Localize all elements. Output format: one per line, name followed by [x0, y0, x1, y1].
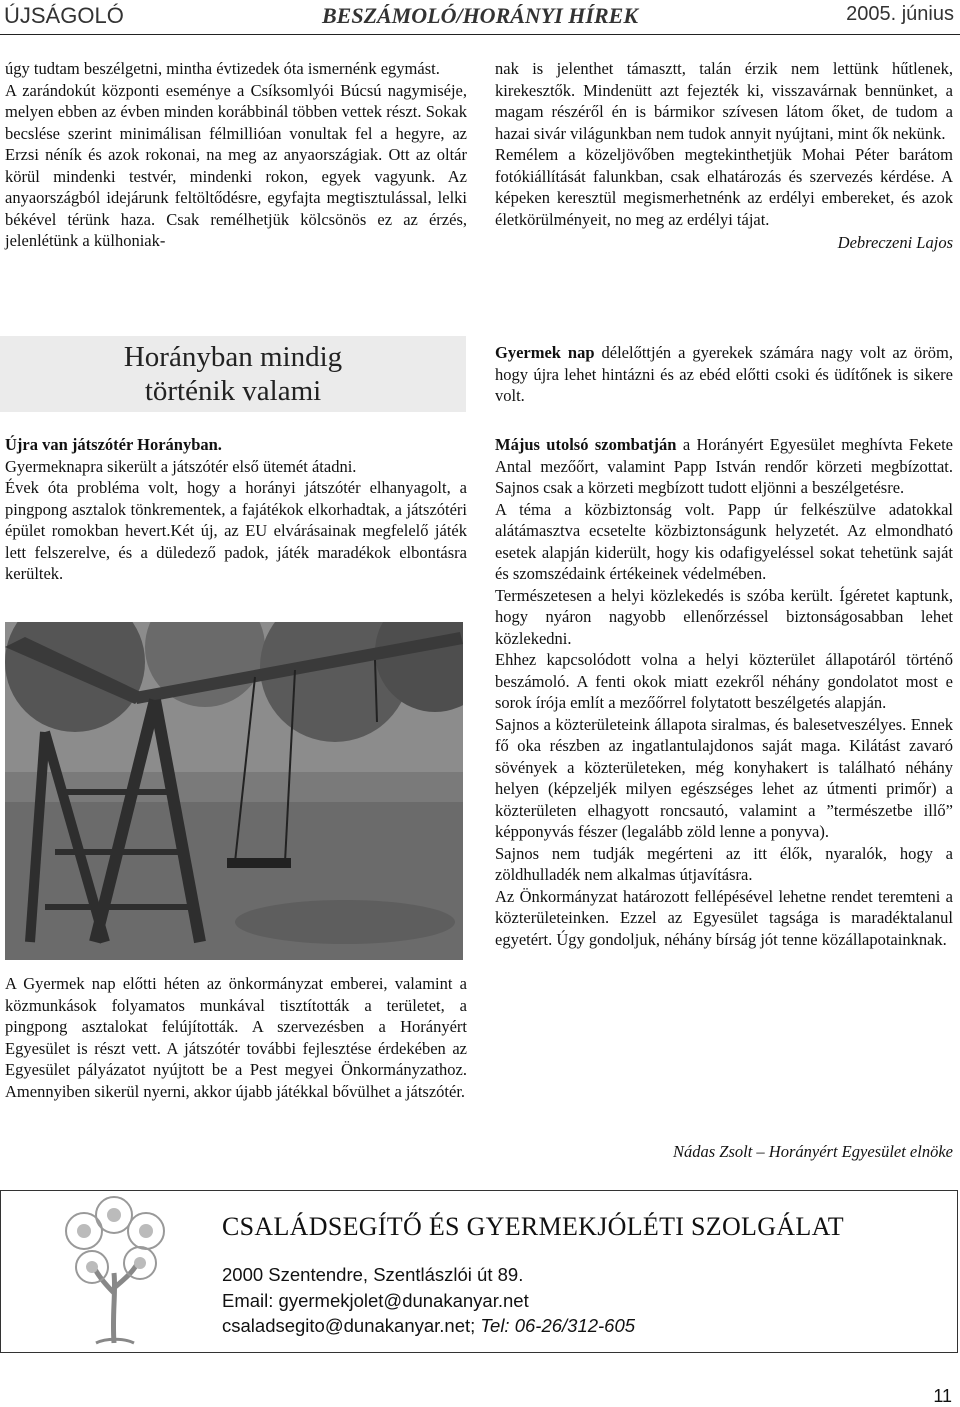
footer-title: CSALÁDSEGÍTŐ ÉS GYERMEKJÓLÉTI SZOLGÁLAT	[222, 1212, 844, 1241]
playground-photo	[5, 622, 463, 960]
footer-email: Email: gyermekjolet@dunakanyar.net	[222, 1290, 529, 1311]
article-title-line2: történik valami	[144, 375, 322, 407]
paragraph: Remélem a közeljövőben megtekinthetjük Mohai Péter barátom fotókiállítását falunkban, csak elhatározás és szervezés kérdése. A képeken keresztül megismerhetnénk az erdélyi embereket, és azok életkörülményeit, no meg az erdélyi tájat.	[495, 145, 953, 229]
paragraph: úgy tudtam beszélgetni, mintha évtizedek óta ismernénk egymást.	[5, 59, 440, 78]
paragraph	[495, 434, 953, 499]
paragraph-text: délelőttjén a gyerekek számára nagy volt az öröm, hogy újra lehet hintázni és az ebéd előtti csoki és üdítőnek is sikere volt.	[495, 343, 953, 405]
footer-contact	[222, 1315, 635, 1337]
footer-address: 2000 Szentendre, Szentlászlói út 89.	[222, 1264, 524, 1285]
article-title-box	[0, 336, 466, 412]
right-column-childrens-day	[495, 342, 953, 407]
publication-name: ÚJSÁGOLÓ	[4, 3, 124, 28]
signature: Debreczeni Lajos	[837, 233, 953, 252]
paragraph: Sajnos nem tudják megérteni az itt élők, nyaralók, hogy a zöldhulladék nem alkalmas útjavításra.	[495, 843, 953, 884]
paragraph: A zarándokút központi eseménye a Csíksomlyói Búcsú nagymiséje, melyen ebben az évben minden korábbinál többen vettek részt. Sokak becslése szerint minimálisan félmillióan vonultak fel a hegyre, az Erzsi néník és azok rokonai, na meg az anyaországiak. Ott az oltár körül mindenki testvér, mindenki rokon, egyek vagyunk. Az anyaországból idejárunk feltöltődésre, egyfajta megtisztulással, lelki békével térünk haza. Csak remélhetjük kölcsönös ez az érzés, jelenlétünk a külhoniak-	[5, 80, 467, 250]
section-title: BESZÁMOLÓ/HORÁNYI HÍREK	[321, 3, 638, 28]
paragraph: Az Önkormányzat határozott fellépésével lehetne rendet teremteni a közterületeinken. Ezzel az Egyesület tagsága is maradéktalanul egyetért. Úgy gondoljuk, néhány bírság jót tenne közállapotainknak.	[495, 886, 953, 949]
article-body-upper	[5, 434, 467, 585]
bold-lead: Május utolsó szombatján	[495, 435, 677, 454]
right-column-meeting	[495, 434, 953, 950]
article-subtitle: Újra van játszótér Horányban.	[5, 435, 222, 454]
paragraph: Sajnos a közterületeink állapota siralmas, és balesetveszélyes. Ennek fő oka részben az ingatlantulajdonos saját maga. Kilátást zavaró sövények a közterületeken, még konyhakert is található néhány helyen (képzeljék milyen egészséges lehet az útmenti primőr) a közterületen elhagyott roncsautó, valamint a ”természetbe illő” képponyvás fészer (legalább zöld lenne a ponyva).	[495, 714, 953, 841]
issue-date: 2005. június	[846, 3, 954, 25]
paragraph: Évek óta probléma volt, hogy a horányi játszótér elhanyagolt, a pingpong asztalok tönkrementek, a fajátékok elkorhadtak, a játszótéri épület romokban hevert.Két új, az EU elvárásainak megfelelő játék lett felszerelve, és a düledező padok, játék maradékok elbontásra kerültek.	[5, 478, 467, 583]
left-column-top	[5, 58, 467, 252]
paragraph	[495, 342, 953, 407]
footer-phone: Tel: 06-26/312-605	[480, 1315, 636, 1336]
article-title-line1: Horányban mindig	[123, 341, 343, 373]
article-body-lower	[5, 973, 467, 1102]
page-number: 11	[933, 1386, 952, 1406]
signature: Nádas Zsolt – Horányért Egyesület elnöke	[672, 1142, 953, 1161]
paragraph: A téma a közbiztonság volt. Papp úr felkészülve adatokkal alátámasztva ecsetelte közbiztonságunk helyzetét. Az elmondható esetek alapján kiderült, hogy kis odafigyeléssel sokat tehetünk saját és szomszédaink értékeinek védelmében.	[495, 499, 953, 583]
bold-lead: Gyermek nap	[495, 343, 595, 362]
paragraph: Ehhez kapcsolódott volna a helyi közterület állapotáról történő beszámoló. A fenti okok miatt ezekről néhány gondolatot most e sorok írója említ a mezőőrrel folytatott beszélgetés alapján.	[495, 650, 953, 712]
page-header	[0, 0, 960, 35]
paragraph: Gyermeknapra sikerült a játszótér első ütemét átadni.	[5, 456, 357, 476]
tree-logo	[56, 1193, 176, 1351]
paragraph: Természetesen a helyi közlekedés is szóba került. Ígéretet kaptunk, hogy nyáron nagyobb ellenőrzéssel biztonságosabban lehet közlekedni.	[495, 585, 953, 648]
footer-email-2: csaladsegito@dunakanyar.net;	[222, 1315, 481, 1336]
paragraph: A Gyermek nap előtti héten az önkormányzat emberei, valamint a közmunkások folyamatos munkával tisztították a területet, a pingpong asztalokat felújították. A szervezésben a Horányért Egyesület is részt vett. A játszótér további fejlesztése érdekében az Egyesület pályázatot nyújtott be a Pest megyei Önkormányzathoz. Amennyiben sikerül nyerni, akkor újabb játékkal bővülhet a játszótér.	[5, 974, 467, 1101]
right-column-upper	[495, 58, 953, 254]
paragraph: nak is jelenthet támasztt, talán érzik nem lettünk hűtlenek, kirekesztők. Mindenütt azt fejezték ki, visszavárnak bennünket, a magam részéről én is bármikor szívesen látom őket, de tudom a hazai sivár világunkban nem tudok annyit nyújtani, mint ők nekünk.	[495, 59, 953, 143]
paragraph-text: a Horányért Egyesület meghívta Fekete Antal mezőőrt, valamint Papp István rendőr körzeti megbízottat. Sajnos csak a körzeti megbízott tudott eljönni a beszélgetésre.	[495, 435, 953, 497]
